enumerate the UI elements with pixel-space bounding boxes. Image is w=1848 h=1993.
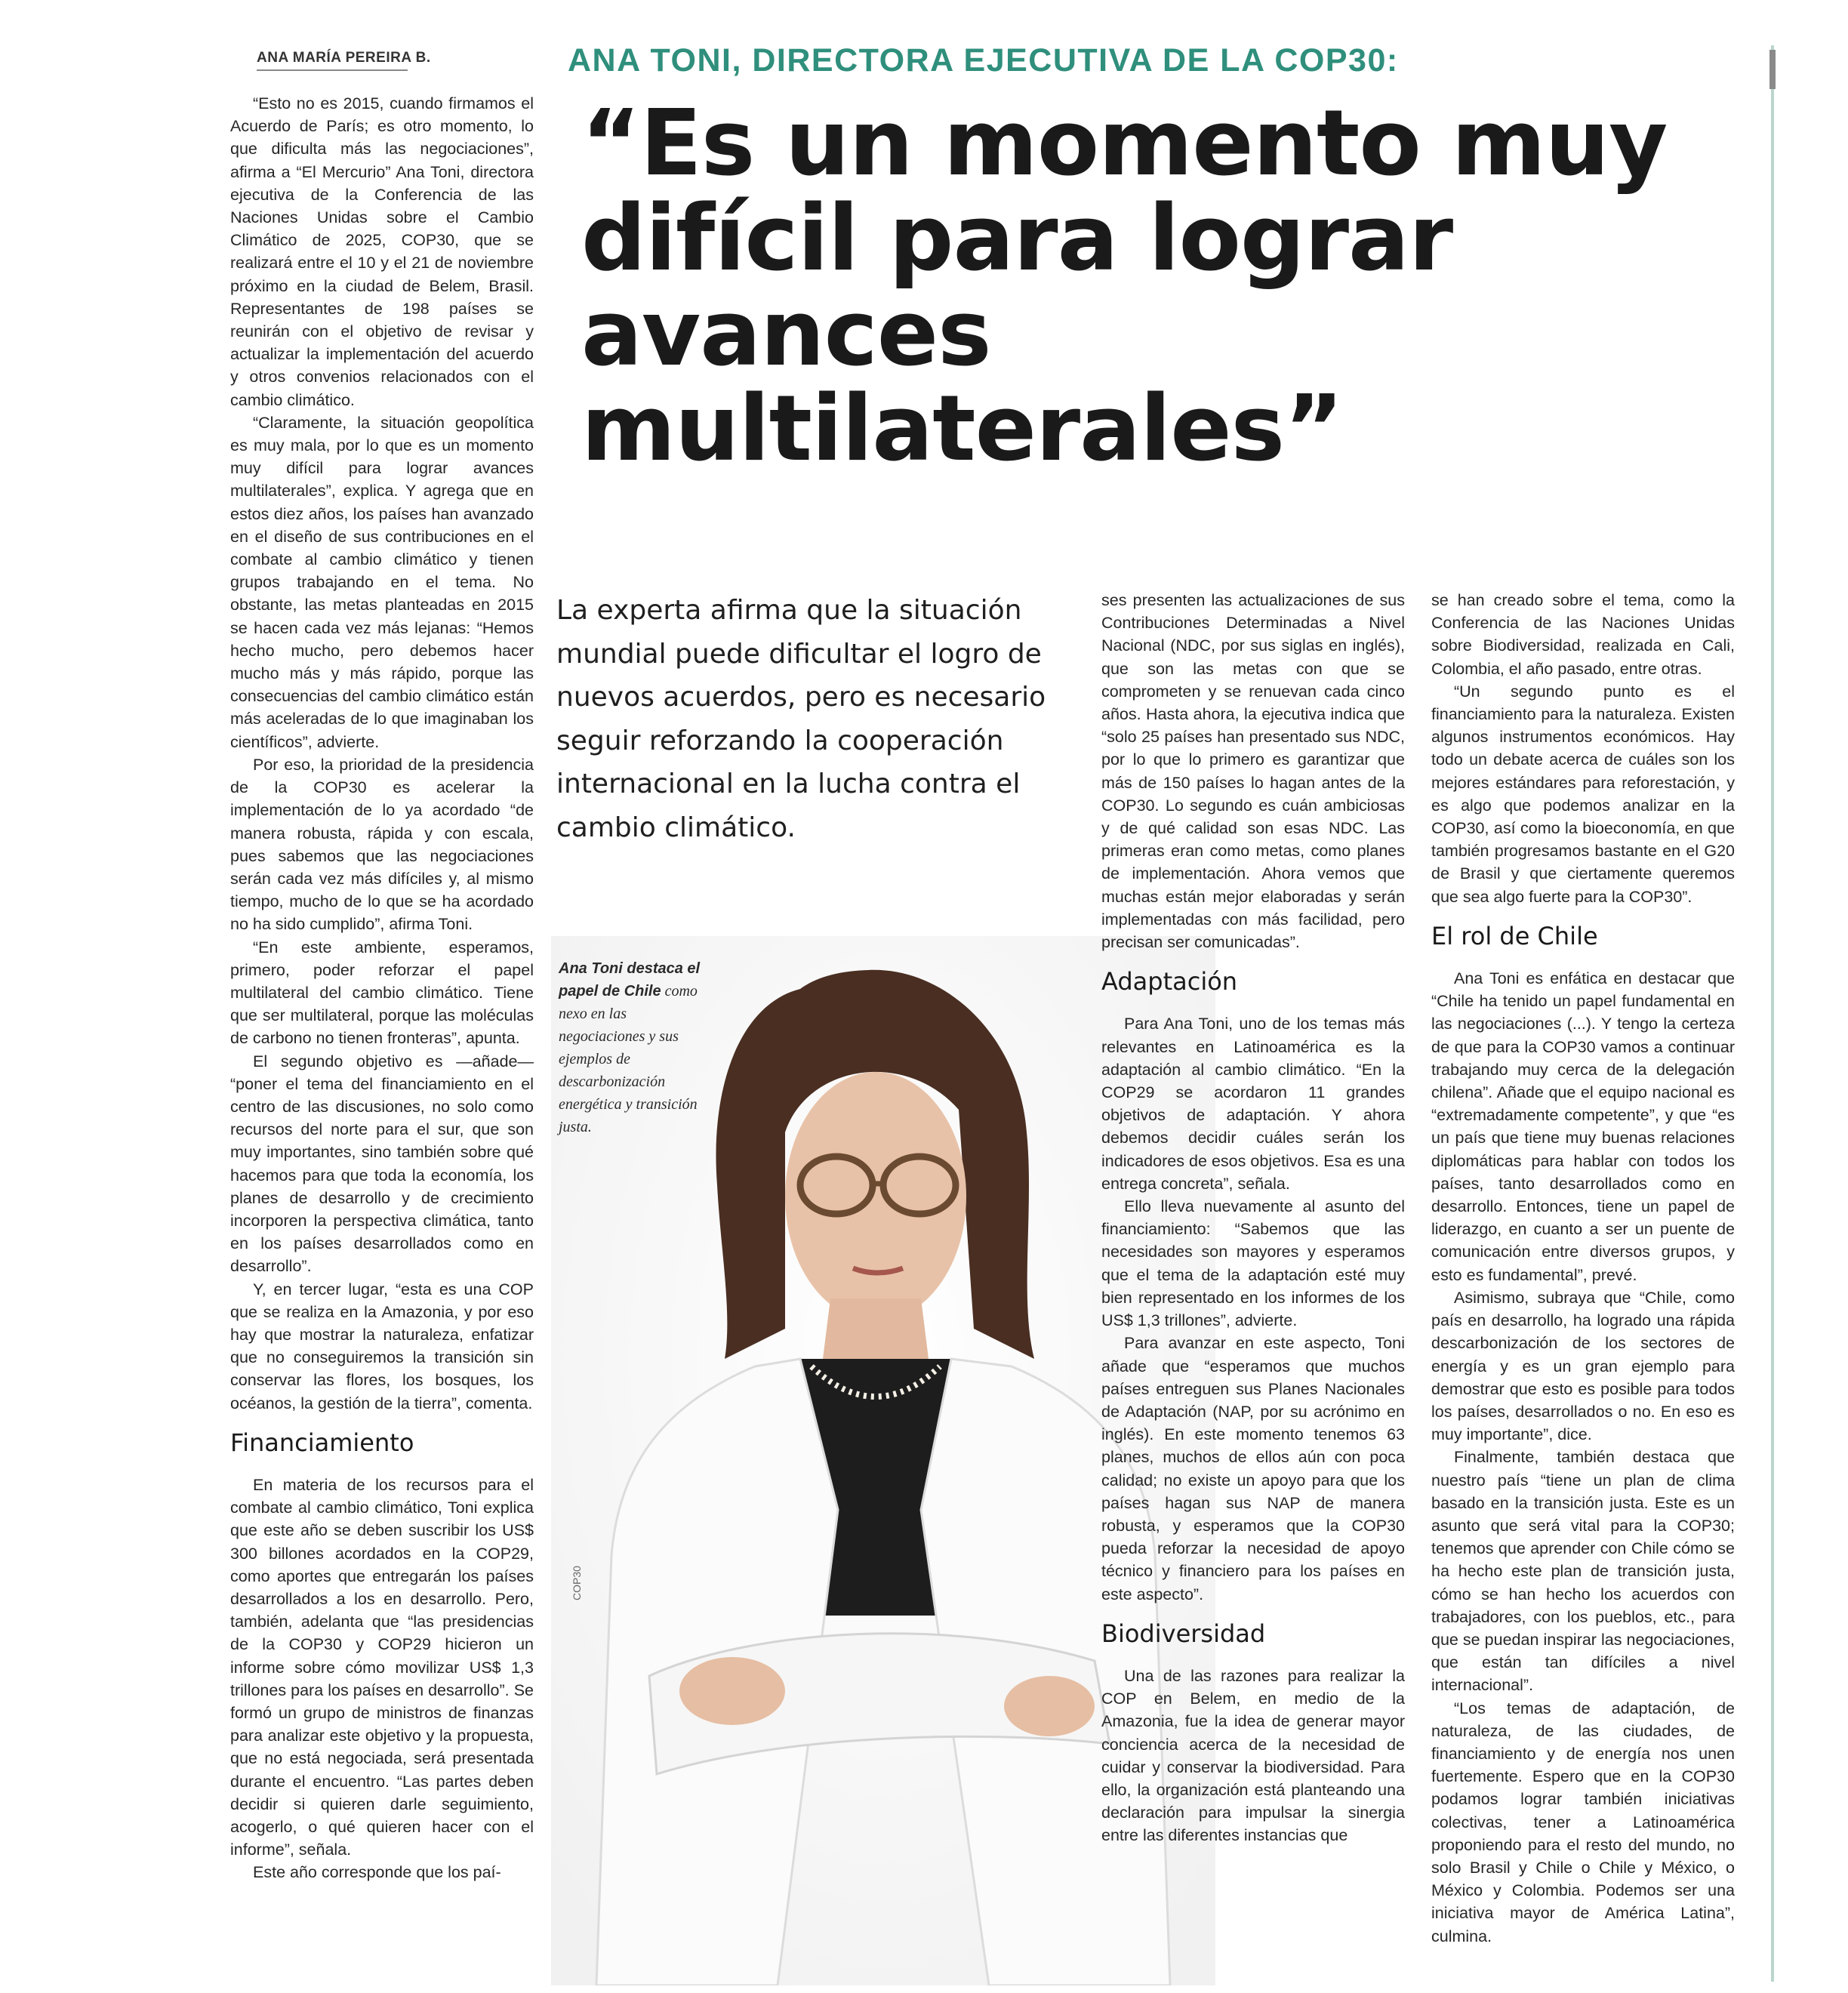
headline-line-3: avances [581, 282, 991, 387]
paragraph: Por eso, la prioridad de la presidencia de la COP30 es acelerar la implementación de lo ya acordado “de manera robusta, rápida y con escala, pues sabemos que las negociaciones serán cada vez más difíciles y, al mismo tiempo, mucho de lo que se ha acordado no ha sido cumplido”, afirma Toni. [230, 755, 534, 934]
headline-line-4: multilaterales” [581, 377, 1343, 482]
paragraph: “Esto no es 2015, cuando firmamos el Acuerdo de París; es otro momento, lo que dificulta más las negociaciones”, afirma a “El Mercurio” Ana Toni, directora ejecutiva de la Conferencia de las Naciones Unidas sobre el Cambio Climático de 2025, COP30, que se realizará entre el 10 y el 21 de noviembre próximo en la ciudad de Belem, Brasil. Representantes de 198 países se reunirán con el objetivo de revisar y actualizar la implementación del acuerdo y otros convenios relacionados con el cambio climático. [230, 94, 534, 409]
byline-rule [257, 69, 408, 71]
caption-text: como nexo en las negociaciones y sus ejemplos de descarbonización energética y transición justa. [559, 983, 698, 1135]
paragraph: Y, en tercer lugar, “esta es una COP que se realiza en la Amazonia, y por eso hay que mostrar la naturaleza, enfatizar que no conseguiremos la transición sin conservar las flores, los bosques, los océanos, la gestión de la tierra”, comenta. [230, 1280, 534, 1412]
paragraph: Ana Toni es enfática en destacar que “Chile ha tenido un papel fundamental en las negociaciones (...). Y tengo la certeza de que para la COP30 vamos a continuar trabajando muy cerca de la delegación chilena”. Añade que el equipo nacional es “extremadamente competente”, y que “es un país que tiene muy buenas relaciones diplomáticas para hablar con todos los países, tanto desarrollados como en desarrollo. Entonces, tiene un papel de liderazgo, en cuanto a ser un puente de comunicación entre diversos grupos, y esto es fundamental”, prevé. [1431, 969, 1735, 1284]
photo-credit: COP30 [571, 1566, 583, 1600]
paragraph: Ello lleva nuevamente al asunto del financiamiento: “Sabemos que las necesidades son mayores y esperamos que el tema de la adaptación esté muy bien representado en los informes de los US$ 1,3 trillones”, advierte. [1101, 1197, 1405, 1330]
headline-line-1: “Es un momento muy [581, 91, 1668, 196]
margin-rule [1771, 45, 1774, 1982]
subheading-biodiversidad: Biodiversidad [1101, 1619, 1266, 1648]
paragraph: Para Ana Toni, uno de los temas más relevantes en Latinoamérica es la adaptación al cambio climático. “En la COP29 se acordaron 11 grandes objetivos de adaptación. Y ahora debemos decidir cuáles serán los indicadores de esos objetivos. Esa es una entrega concreta”, señala. [1101, 1015, 1405, 1193]
headline [581, 91, 1699, 482]
article-column-1 [230, 92, 534, 1884]
headline-line-2: difícil para lograr [581, 186, 1453, 291]
paragraph: Este año corresponde que los paí- [253, 1863, 501, 1882]
paragraph: se han creado sobre el tema, como la Conferencia de las Naciones Unidas sobre Biodiversidad, realizada en Cali, Colombia, el año pasado, entre otras. [1431, 591, 1735, 678]
article-column-4 [1431, 589, 1735, 1948]
paragraph: “Claramente, la situación geopolítica es muy mala, por lo que es un momento muy difícil para lograr avances multilaterales”, explica. Y agrega que en estos diez años, los países han avanzado en el diseño de sus contribuciones en el combate al cambio climático y tienen grupos trabajando en el tema. No obstante, las metas planteadas en 2015 se hacen cada vez más lejanas: “Hemos hecho mucho, pero debemos hacer mucho más y más rápido, porque las consecuencias del cambio climático están más aceleradas de lo que imaginaban los científicos”, advierte. [230, 413, 534, 751]
paragraph: ses presenten las actualizaciones de sus Contribuciones Determinadas a Nivel Nacional (NDC, por sus siglas en inglés), que son las metas con que se comprometen y se renuevan cada cinco años. Hasta ahora, la ejecutiva indica que “solo 25 países han presentado sus NDC, por lo que lo primero es garantizar que más de 150 países lo hagan antes de la COP30. Lo segundo es cuán ambiciosas y de qué calidad son esas NDC. Las primeras eran como metas, como planes de implementación. Ahora vemos que muchas están mejor elaboradas y serán implementadas con más facilidad, pero precisan ser comunicadas”. [1101, 591, 1405, 952]
paragraph: Una de las razones para realizar la COP en Belem, en medio de la Amazonia, fue la idea de generar mayor conciencia acerca de la necesidad de cuidar y conservar la biodiversidad. Para ello, la organización está planteando una declaración para impulsar la sinergia entre las diferentes instancias que [1101, 1666, 1405, 1845]
paragraph: En materia de los recursos para el combate al cambio climático, Toni explica que este año se deben suscribir los US$ 300 billones acordados en la COP29, como aportes que entregarán los países desarrollados a los en desarrollo. Pero, también, adelanta que “las presidencias de la COP30 y COP29 hicieron un informe sobre cómo movilizar US$ 1,3 trillones para los países en desarrollo”. Se formó un grupo de ministros de finanzas para analizar este objetivo y la propuesta, que no está negociada, será presentada durante el encuentro. “Las partes deben decidir si quieren darle seguimiento, acogerlo, o qué quieren hacer con el informe”, señala. [230, 1475, 534, 1859]
paragraph: “En este ambiente, esperamos, primero, poder reforzar el papel multilateral del cambio climático. Tiene que ser multilateral, porque las moléculas de carbono no tienen fronteras”, apunta. [230, 938, 534, 1048]
paragraph: “Un segundo punto es el financiamiento para la naturaleza. Existen algunos instrumentos económicos. Hay todo un debate acerca de cuáles son los mejores estándares para reforestación, y es algo que podemos analizar en la COP30, así como la bioeconomía, en que también progresamos bastante en el G20 de Brasil y que ciertamente queremos que sea algo fuerte para la COP30”. [1431, 682, 1735, 906]
kicker: ANA TONI, DIRECTORA EJECUTIVA DE LA COP30: [568, 42, 1399, 79]
subheading-adaptacion: Adaptación [1101, 967, 1238, 996]
paragraph: El segundo objetivo es —añade— “poner el tema del financiamiento en el centro de las discusiones, no solo como recursos del norte para el sur, que son muy importantes, sino también sobre qué hacemos para que toda la economía, los planes de desarrollo y de crecimiento incorporen la perspectiva climática, tanto en los países desarrollados como en desarrollo”. [230, 1052, 534, 1276]
caption-bold: Ana Toni destaca el papel de Chile [559, 960, 701, 1000]
paragraph: Asimismo, subraya que “Chile, como país en desarrollo, ha logrado una rápida descarbonización de los sectores de energía y es un gran ejemplo para demostrar que esto es posible para todos los países, desarrollados o no. En eso es muy importante”, dice. [1431, 1288, 1735, 1444]
margin-marker [1769, 50, 1776, 89]
subheading-rol-de-chile: El rol de Chile [1431, 921, 1598, 950]
subheading-financiamiento: Financiamiento [230, 1428, 414, 1457]
paragraph: “Los temas de adaptación, de naturaleza, de las ciudades, de financiamiento y de energía nos unen fuertemente. Espero que en la COP30 podamos lograr también iniciativas colectivas, tener a Latinoamérica proponiendo para el resto del mundo, no solo Brasil y Chile o Chile y México, o México y Colombia. Podemos ser una iniciativa mayor de América Latina”, culmina. [1431, 1699, 1735, 1945]
paragraph: Para avanzar en este aspecto, Toni añade que “esperamos que muchos países entreguen sus Planes Nacionales de Adaptación (NAP, por su acrónimo en inglés). En este momento tenemos 63 planes, muchos de ellos aún con poca calidad; no existe un apoyo para que los países hagan sus NAP de manera robusta, y esperamos que la COP30 pueda reforzar la necesidad de apoyo técnico y financiero para los países en este aspecto”. [1101, 1334, 1405, 1603]
photo-caption [559, 957, 702, 1138]
article-column-3 [1101, 589, 1405, 1847]
deck-summary: La experta afirma que la situación mundial puede dificultar el logro de nuevos acuerdos, pero es necesario seguir reforzando la cooperación internacional en la lucha contra el cambio climático. [556, 595, 1046, 843]
byline: ANA MARÍA PEREIRA B. [257, 50, 431, 66]
paragraph: Finalmente, también destaca que nuestro país “tiene un plan de clima basado en la transición justa. Este es un asunto que será vital para la COP30; tenemos que aprender con Chile cómo se ha hecho este plan de transición justa, cómo se han hecho los acuerdos con trabajadores, con los pueblos, etc., para que se puedan inspirar las negociaciones, que están tan difíciles a nivel internacional”. [1431, 1448, 1735, 1695]
